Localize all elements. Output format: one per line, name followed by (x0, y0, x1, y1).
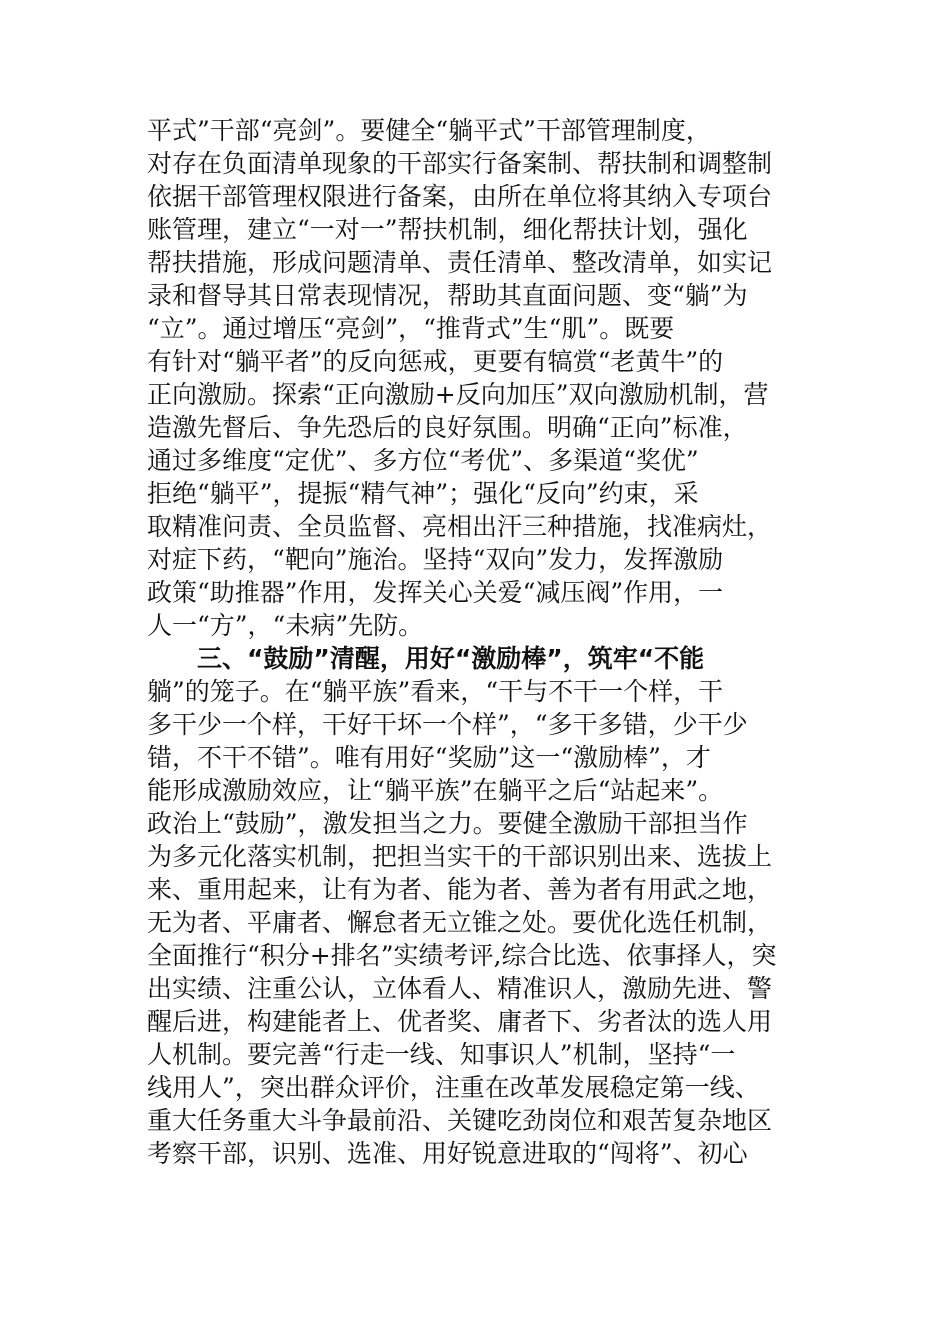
text-line: 人机制。要完善“行走一线、知事识人”机制，坚持“一 (147, 1040, 736, 1069)
text-line: 来、重用起来，让有为者、能为者、善为者有用武之地， (147, 875, 773, 904)
text-line: 有针对“躺平者”的反向惩戒，更要有犒赏“老黄牛”的 (147, 347, 724, 376)
text-line: 正向激励。探索“正向激励+反向加压”双向激励机制，营 (147, 380, 769, 409)
text-line: 重大任务重大斗争最前沿、关键吃劲岗位和艰苦复杂地区 (147, 1106, 773, 1135)
text-line: 平式”干部“亮剑”。要健全“躺平式”干部管理制度， (147, 116, 711, 145)
text-line: 造激先督后、争先恐后的良好氛围。明确“正向”标准， (147, 413, 748, 442)
text-line: 通过多维度“定优”、多方位“考优”、多渠道“奖优” (147, 446, 699, 475)
text-line: 全面推行“积分+排名”实绩考评,综合比选、依事择人，突 (147, 941, 777, 970)
body-text (147, 114, 807, 1170)
text-line: 醒后进，构建能者上、优者奖、庸者下、劣者汰的选人用 (147, 1007, 773, 1036)
text-line: 出实绩、注重公认，立体看人、精准识人，激励先进、警 (147, 974, 773, 1003)
text-line: 多干少一个样，干好干坏一个样”，“多干多错，少干少 (147, 710, 748, 739)
text-line: 政策“助推器”作用，发挥关心关爱“减压阀”作用，一 (147, 578, 724, 607)
text-line: 账管理，建立“一对一”帮扶机制，细化帮扶计划，强化 (147, 215, 748, 244)
text-line: 拒绝“躺平”，提振“精气神”；强化“反向”约束，采 (147, 479, 699, 508)
section-heading-line: 三、“鼓励”清醒，用好“激励棒”，筑牢“不能 (147, 644, 705, 673)
text-line: 帮扶措施，形成问题清单、责任清单、整改清单，如实记 (147, 248, 773, 277)
text-line: 依据干部管理权限进行备案，由所在单位将其纳入专项台 (147, 182, 773, 211)
text-line: 错，不干不错”。唯有用好“奖励”这一“激励棒”，才 (147, 743, 711, 772)
text-line: 对症下药，“靶向”施治。坚持“双向”发力，发挥激励 (147, 545, 724, 574)
text-line: 对存在负面清单现象的干部实行备案制、帮扶制和调整制 (147, 149, 773, 178)
text-line: 考察干部，识别、选准、用好锐意进取的“闯将”、初心 (147, 1139, 748, 1168)
text-line: “立”。通过增压“亮剑”，“推背式”生“肌”。既要 (147, 314, 675, 343)
text-line: 能形成激励效应，让“躺平族”在躺平之后“站起来”。 (147, 776, 724, 805)
text-line: 取精准问责、全员监督、亮相出汗三种措施，找准病灶， (147, 512, 773, 541)
text-line: 录和督导其日常表现情况，帮助其直面问题、变“躺”为 (147, 281, 748, 310)
text-line: 为多元化落实机制，把担当实干的干部识别出来、选拔上 (147, 842, 773, 871)
text-line: 躺”的笼子。在“躺平族”看来，“干与不干一个样，干 (147, 677, 724, 706)
text-line: 线用人”，突出群众评价，注重在改革发展稳定第一线、 (147, 1073, 760, 1102)
text-line: 政治上“鼓励”，激发担当之力。要健全激励干部担当作 (147, 809, 748, 838)
text-line: 无为者、平庸者、懈怠者无立锥之处。要优化选任机制， (147, 908, 773, 937)
text-line: 人一“方”，“未病”先防。 (147, 611, 424, 640)
